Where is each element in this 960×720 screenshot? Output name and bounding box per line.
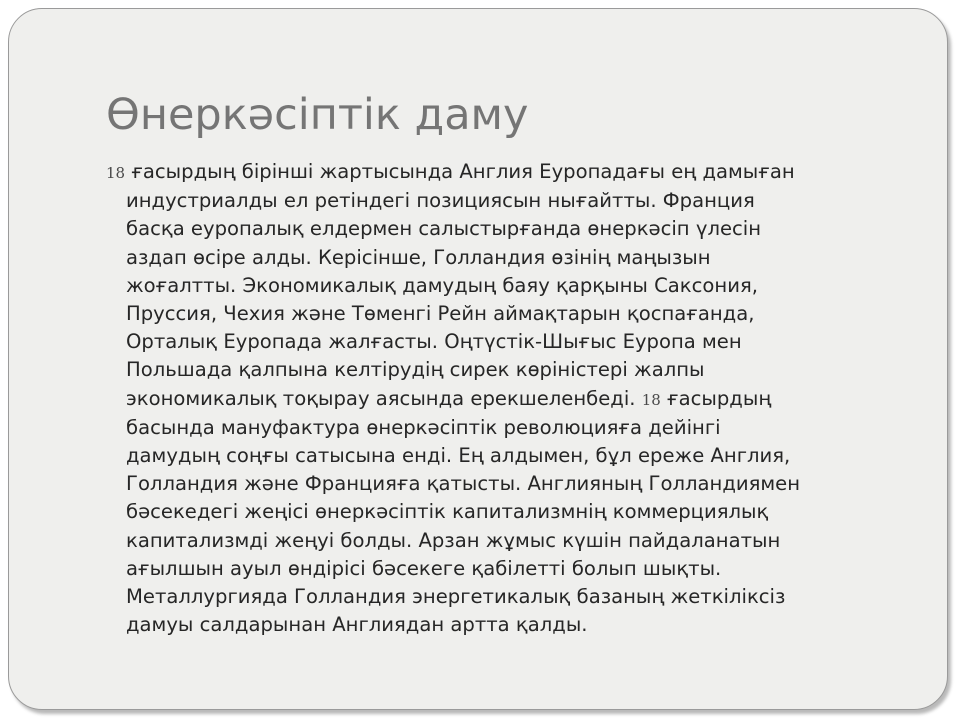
body-line-1: 18 ғасырдың бірінші жартысында Англия Еуропадағы ең дамыған [106,160,795,183]
body-line-5: жоғалтты. Экономикалық дамудың баяу қарқыны Саксония, [126,273,758,297]
body-line-15: ағылшын ауыл өндірісі бәсекеге қабілетті болып шықты. [126,556,722,580]
body-line-4: аздап өсіре алды. Керісінше, Голландия өзінің маңызын [126,245,711,269]
body-line-13: бәсекедегі жеңісі өнеркәсіптік капитализмнің коммерциялық [126,500,769,524]
body-line-10: басында мануфактура өнеркәсіптік революцияға дейінгі [126,415,721,439]
body-line-7: Орталық Еуропада жалғасты. Оңтүстік-Шығыс Еуропа мен [126,330,742,354]
number-18: 18 [641,390,661,409]
body-line-6: Пруссия, Чехия және Төменгі Рейн аймақтарын қоспағанда, [126,302,755,326]
body-line-16: Металлургияда Голландия энергетикалық базаның жеткіліксіз [126,585,786,609]
body-line-17: дамуы салдарынан Англиядан артта қалды. [126,613,588,637]
body-line-3: басқа еуропалық елдермен салыстырғанда өнеркәсіп үлесін [126,217,762,241]
number-18: 18 [106,164,126,182]
body-line-14: капитализмді жеңуі болды. Арзан жұмыс күшін пайдаланатын [126,528,781,552]
slide-title: Өнеркәсіптік даму [106,90,529,140]
body-text [106,158,916,639]
body-line-12: Голландия және Францияға қатысты. Англияның Голландиямен [126,472,801,496]
body-line-9: экономикалық тоқырау аясында ерекшеленбеді. 18 ғасырдың [126,386,772,410]
body-line-11: дамудың соңғы сатысына енді. Ең алдымен, бұл ереже Англия, [126,444,791,468]
body-line-8: Польшада қалпына келтірудің сирек көріністері жалпы [126,358,705,382]
body-line-2: индустриалды ел ретіндегі позициясын нығайтты. Франция [126,189,755,213]
